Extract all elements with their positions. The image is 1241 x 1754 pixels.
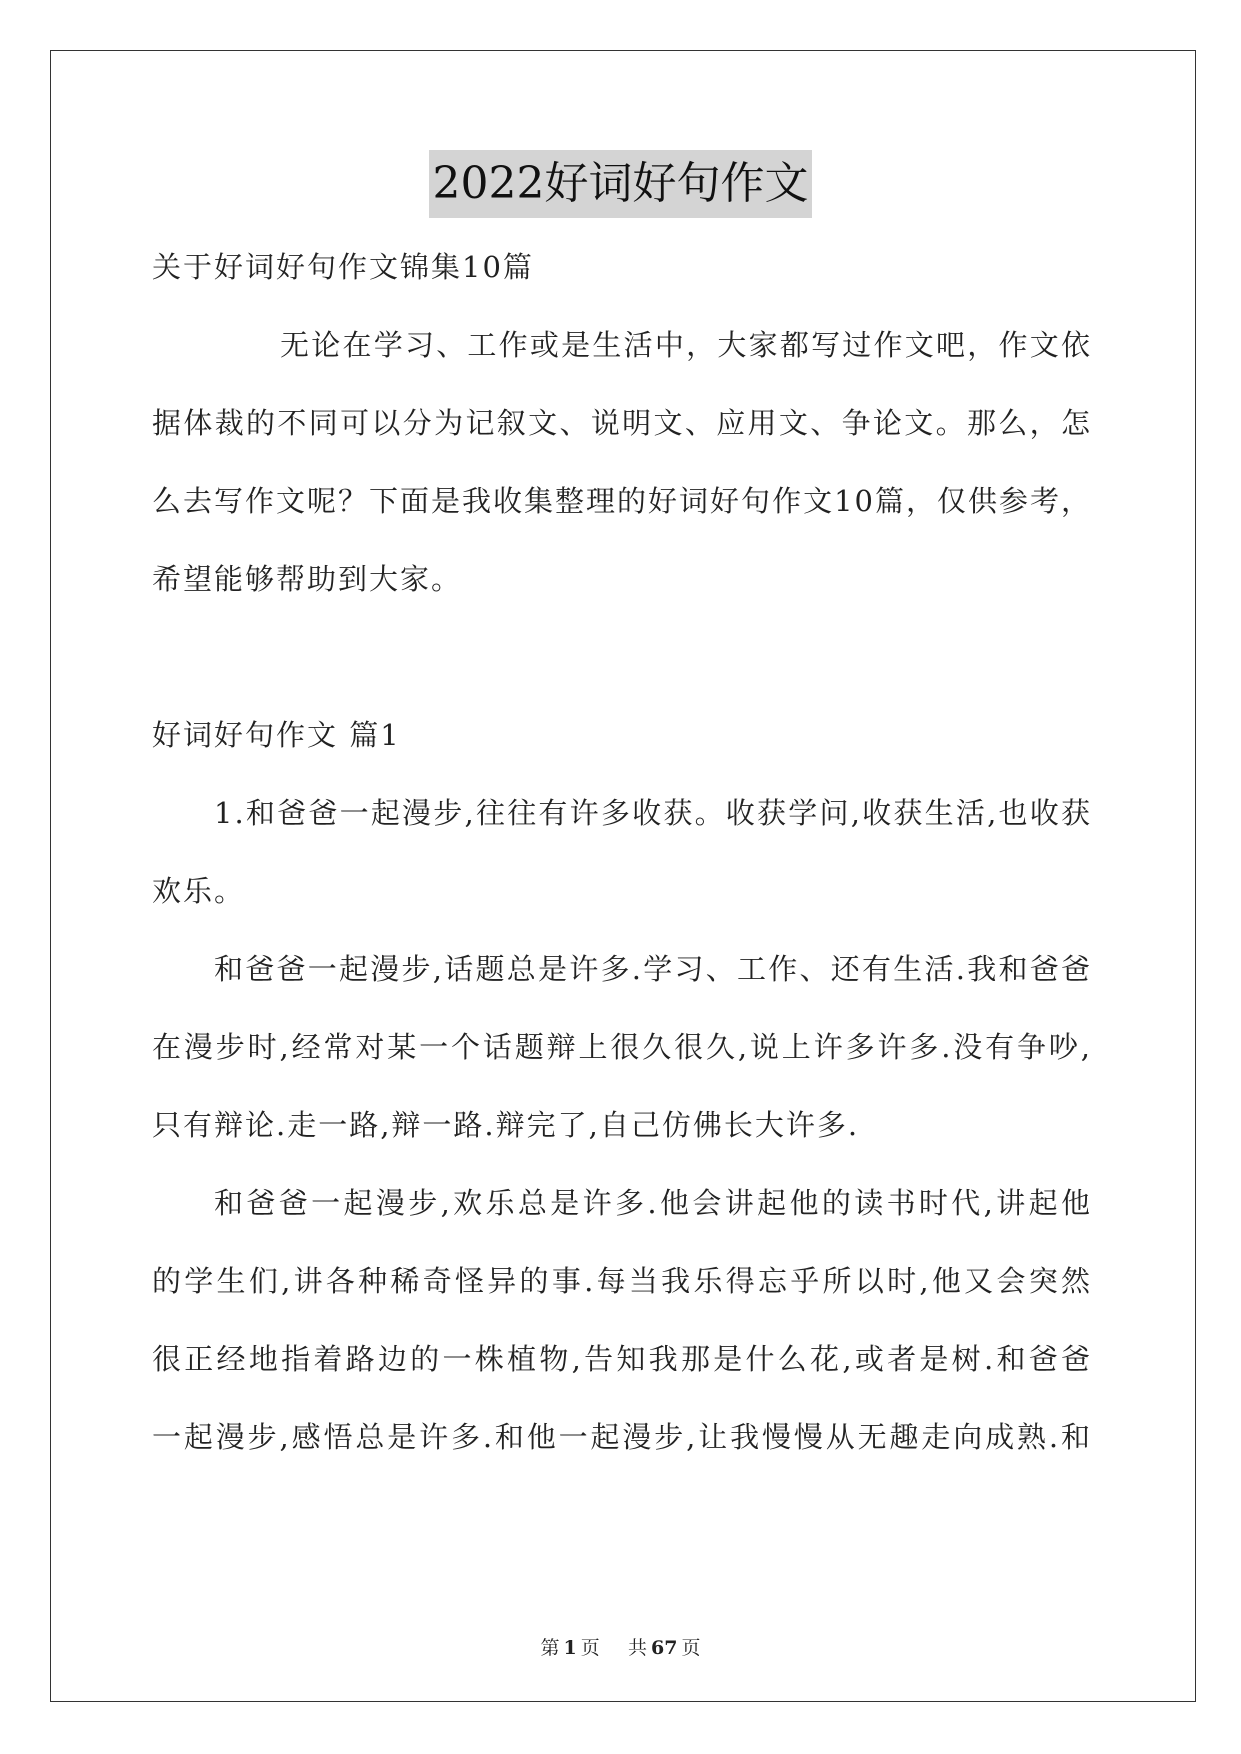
section-heading: 好词好句作文 篇1 <box>152 718 401 752</box>
paragraph-line: 只有辩论.走一路,辩一路.辩完了,自己仿佛长大许多. <box>152 1108 860 1142</box>
title-container <box>0 150 1241 218</box>
paragraph-line: 和爸爸一起漫步,欢乐总是许多.他会讲起他的读书时代,讲起他 <box>214 1186 1092 1220</box>
subtitle: 关于好词好句作文锦集10篇 <box>152 250 534 284</box>
document-body <box>152 228 1092 1476</box>
paragraph-line: 欢乐。 <box>152 874 246 908</box>
paragraph-line: 1.和爸爸一起漫步,往往有许多收获。收获学问,收获生活,也收获 <box>214 796 1092 830</box>
total-suffix: 页 <box>681 1637 701 1659</box>
document-title: 2022好词好句作文 <box>429 150 813 218</box>
spacer <box>152 618 1092 696</box>
page-current: 1 <box>563 1637 577 1659</box>
intro-line: 么去写作文呢？下面是我收集整理的好词好句作文10篇，仅供参考， <box>152 484 1092 518</box>
intro-line: 无论在学习、工作或是生活中，大家都写过作文吧，作文依 <box>280 328 1092 362</box>
page-suffix: 页 <box>580 1637 600 1659</box>
page-total: 67 <box>650 1637 678 1659</box>
paragraph-line: 在漫步时,经常对某一个话题辩上很久很久,说上许多许多.没有争吵, <box>152 1030 1092 1064</box>
paragraph-line: 的学生们,讲各种稀奇怪异的事.每当我乐得忘乎所以时,他又会突然 <box>152 1264 1092 1298</box>
paragraph-line: 和爸爸一起漫步,话题总是许多.学习、工作、还有生活.我和爸爸 <box>214 952 1092 986</box>
page-prefix: 第 <box>540 1637 560 1659</box>
intro-line: 据体裁的不同可以分为记叙文、说明文、应用文、争论文。那么，怎 <box>152 406 1092 440</box>
page-footer <box>0 1633 1241 1660</box>
paragraph-line: 很正经地指着路边的一株植物,告知我那是什么花,或者是树.和爸爸 <box>152 1342 1092 1376</box>
paragraph-line: 一起漫步,感悟总是许多.和他一起漫步,让我慢慢从无趣走向成熟.和 <box>152 1420 1092 1454</box>
intro-line: 希望能够帮助到大家。 <box>152 562 463 596</box>
total-prefix: 共 <box>627 1637 647 1659</box>
